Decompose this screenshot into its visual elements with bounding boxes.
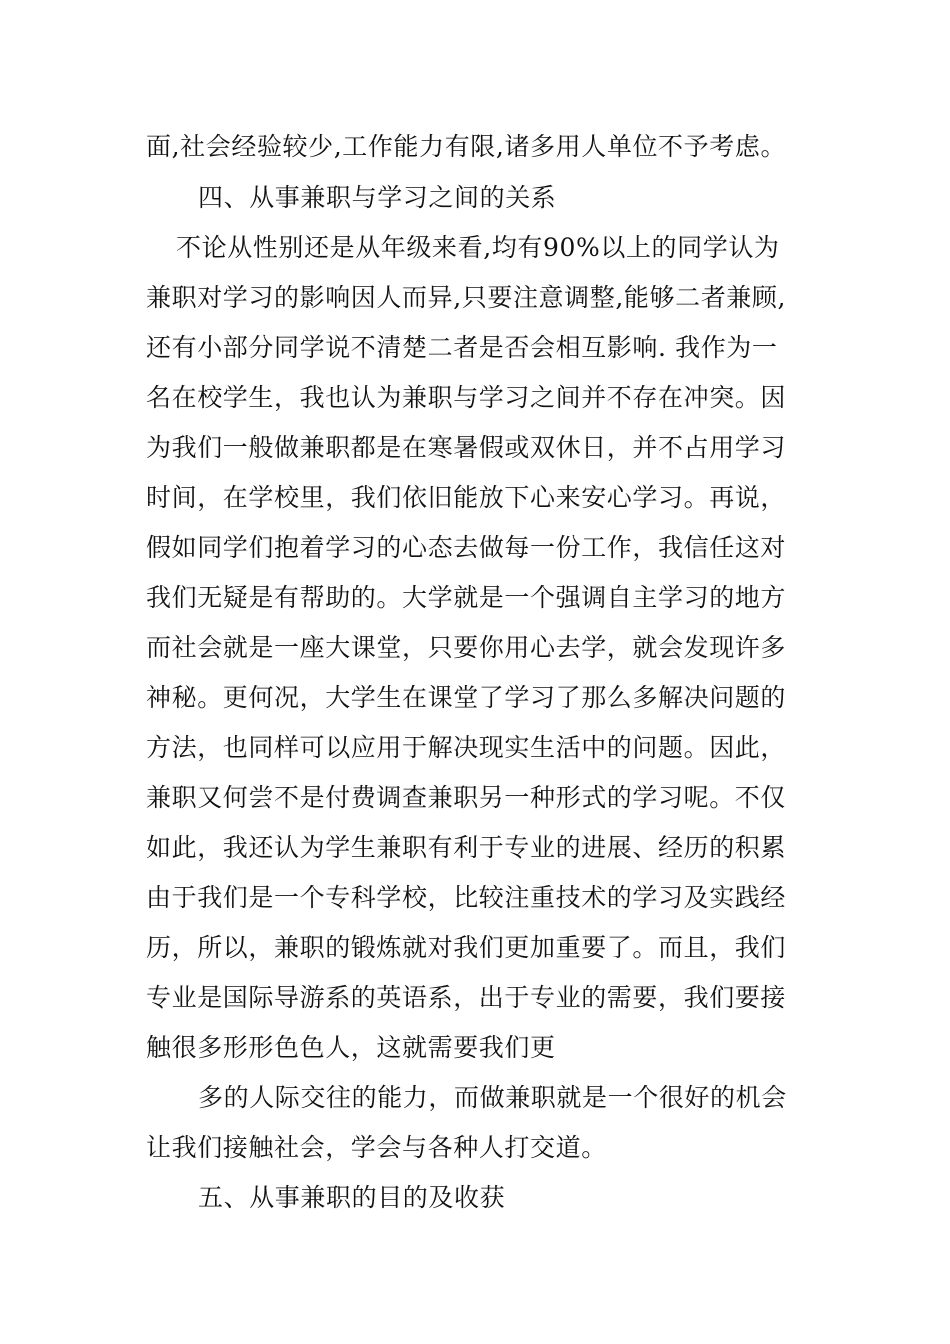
text-line: 面,社会经验较少,工作能力有限,诸多用人单位不予考虑。 (146, 132, 787, 161)
text-line: 历，所以，兼职的锻炼就对我们更加重要了。而且，我们 (146, 933, 787, 962)
text-line: 时间，在学校里，我们依旧能放下心来安心学习。再说， (146, 483, 787, 512)
text-line: 触很多形形色色人，这就需要我们更 (146, 1033, 556, 1062)
text-line: 我们无疑是有帮助的。大学就是一个强调自主学习的地方 (146, 583, 787, 612)
text-line: 兼职又何尝不是付费调查兼职另一种形式的学习呢。不仅 (146, 783, 787, 812)
text-line: 还有小部分同学说不清楚二者是否会相互影响. 我作为一 (146, 333, 778, 362)
text-line: 由于我们是一个专科学校，比较注重技术的学习及实践经 (146, 883, 787, 912)
section-heading: 四、从事兼职与学习之间的关系 (198, 183, 557, 212)
text-line: 不论从性别还是从年级来看,均有90%以上的同学认为 (176, 233, 780, 262)
text-line: 兼职对学习的影响因人而异,只要注意调整,能够二者兼顾, (146, 283, 787, 312)
text-line: 神秘。更何况，大学生在课堂了学习了那么多解决问题的 (146, 683, 787, 712)
text-line: 让我们接触社会，学会与各种人打交道。 (146, 1133, 607, 1162)
section-heading: 五、从事兼职的目的及收获 (198, 1183, 506, 1212)
text-line: 方法，也同样可以应用于解决现实生活中的问题。因此， (146, 733, 787, 762)
text-line: 如此，我还认为学生兼职有利于专业的进展、经历的积累 (146, 833, 787, 862)
text-line: 多的人际交往的能力，而做兼职就是一个很好的机会 (198, 1083, 787, 1112)
text-line: 而社会就是一座大课堂，只要你用心去学，就会发现许多 (146, 633, 787, 662)
text-line: 假如同学们抱着学习的心态去做每一份工作，我信任这对 (146, 533, 787, 562)
text-line: 为我们一般做兼职都是在寒暑假或双休日，并不占用学习 (146, 433, 787, 462)
text-line: 名在校学生，我也认为兼职与学习之间并不存在冲突。因 (146, 383, 787, 412)
text-line: 专业是国际导游系的英语系，出于专业的需要，我们要接 (146, 983, 787, 1012)
